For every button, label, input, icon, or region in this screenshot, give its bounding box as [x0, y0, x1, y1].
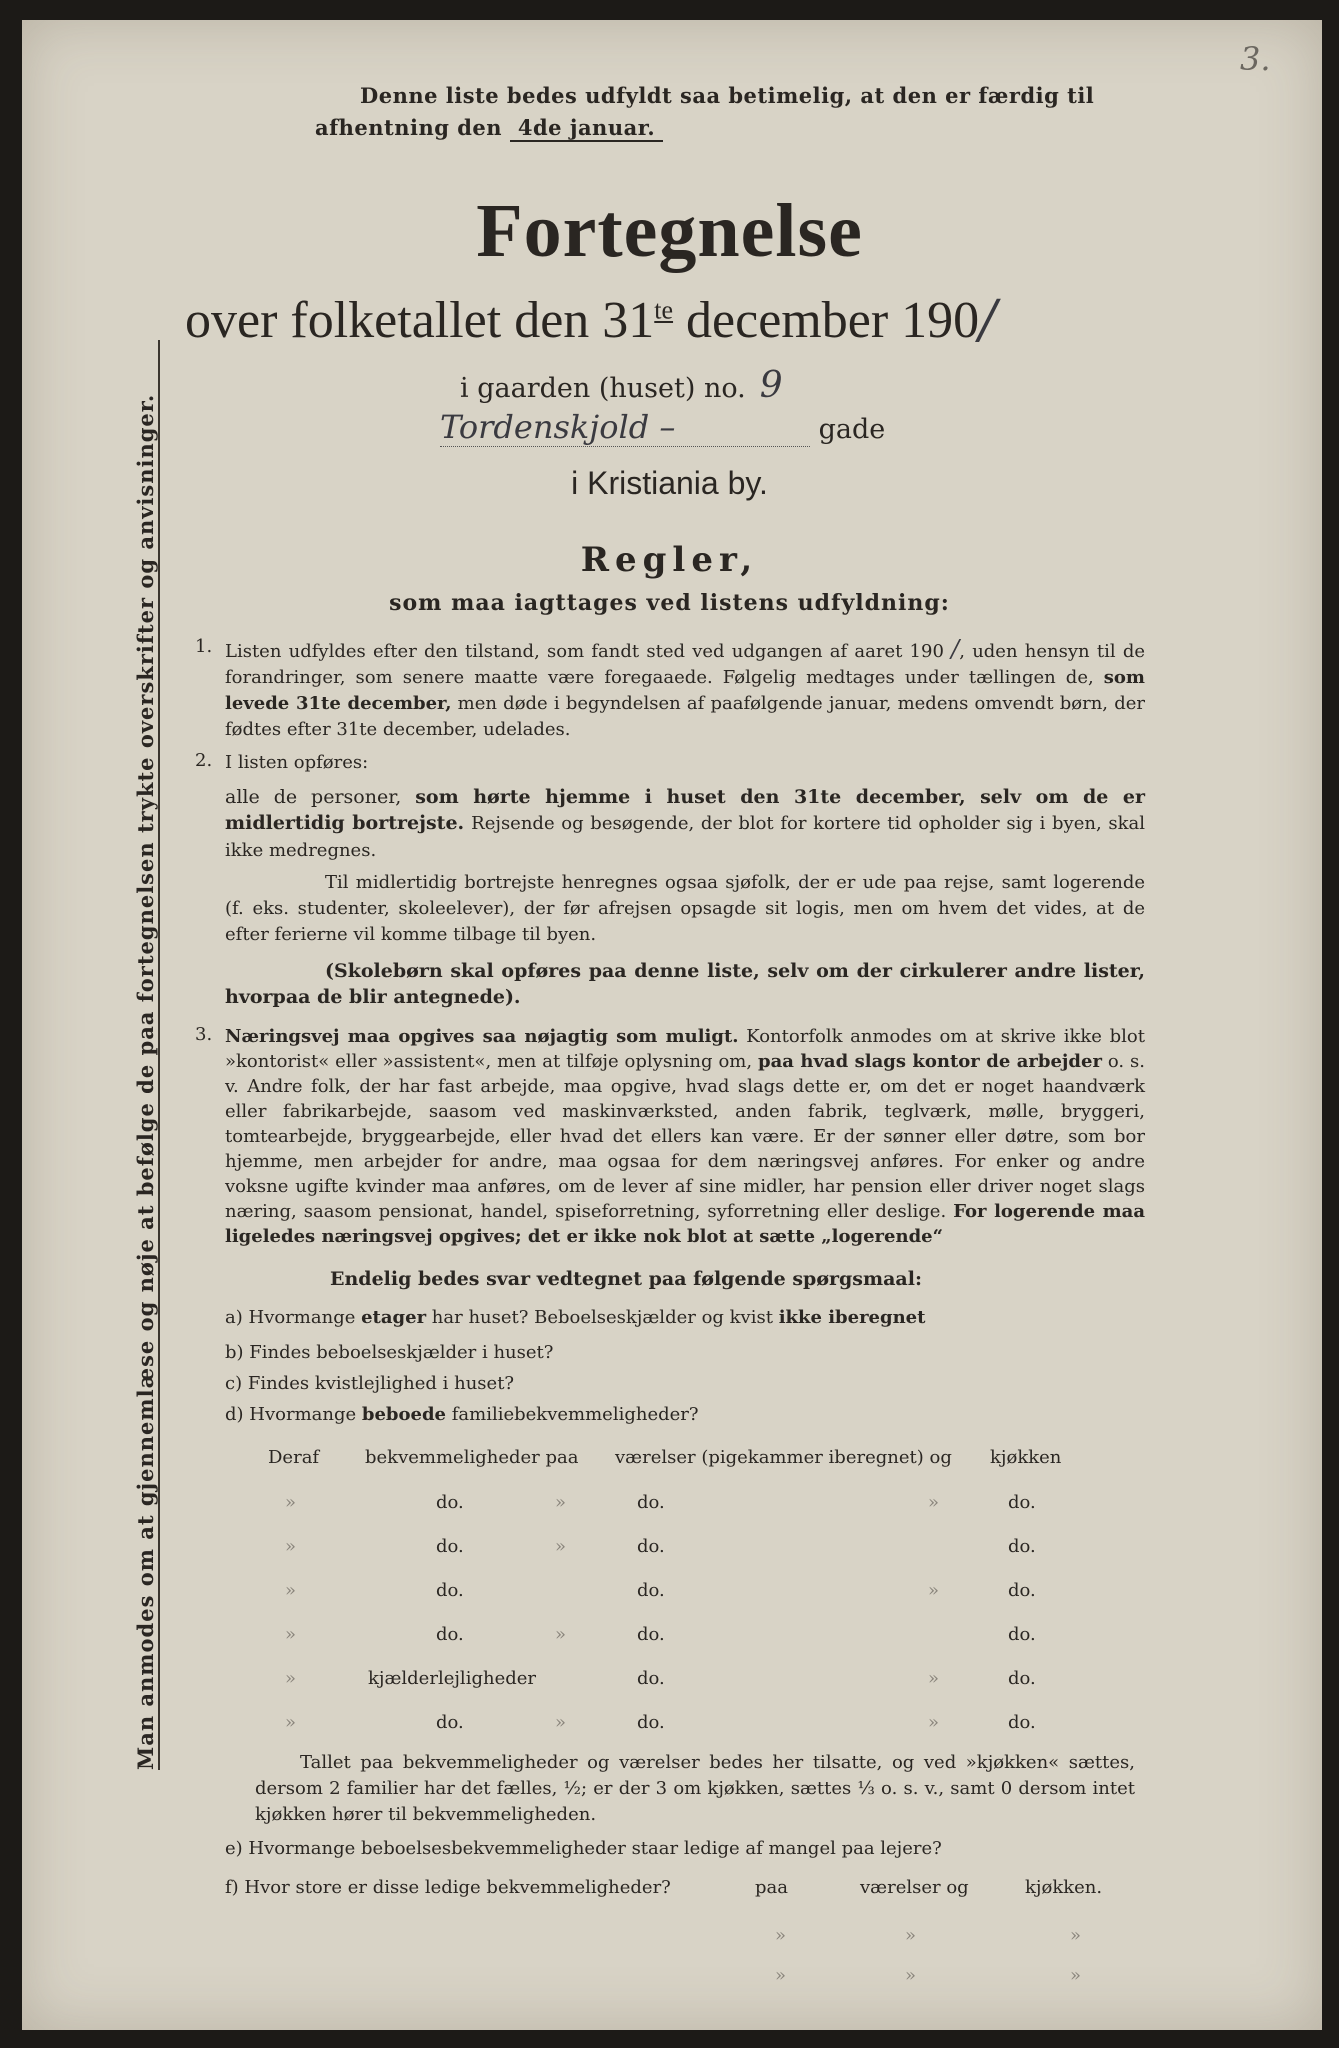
house-number-line: i gaarden (huset) no. 9 [460, 365, 783, 406]
ditto-mark: » [285, 1492, 297, 1513]
handwritten-house-number: 9 [759, 365, 783, 406]
table-cell: do. [436, 1580, 464, 1601]
notice-line-1: Denne liste bedes udfyldt saa betimelig, at den er færdig til [360, 83, 1095, 108]
rule-2-paragraph-3: (Skolebørn skal opføres paa denne liste, selv om der cirkulerer andre lister, hvorpaa de blir antegnede). [225, 960, 1145, 1008]
ditto-mark: » [928, 1580, 940, 1601]
table-cell: do. [436, 1536, 464, 1557]
question-a: a) Hvormange etager har huset? Beboelseskjælder og kvist ikke iberegnet [225, 1307, 926, 1328]
ditto-mark: » [285, 1536, 297, 1557]
ditto-mark: » [905, 1965, 917, 1986]
table-cell: do. [1008, 1624, 1036, 1645]
ditto-mark: » [285, 1668, 297, 1689]
ditto-mark: » [555, 1624, 567, 1645]
ditto-mark: » [555, 1712, 567, 1733]
city-line: i Kristiania by. [571, 465, 768, 501]
question-d: d) Hvormange beboede familiebekvemmeligheder? [225, 1404, 699, 1425]
rule-2-body: alle de personer, som hørte hjemme i huset den 31te december, selv om de er midlertidig bortrejste. Rejsende og besøgende, der blot for kortere tid opholder sig i byen, skal ikke medregnes. [225, 786, 1146, 861]
page-title: Fortegnelse [476, 189, 863, 273]
street-line: Tordenskjold – gade [440, 408, 886, 446]
table-cell: do. [637, 1580, 665, 1601]
ditto-mark: » [928, 1668, 940, 1689]
rule-3-number: 3. [195, 1024, 213, 1045]
table-cell: do. [1008, 1668, 1036, 1689]
table-cell: do. [1008, 1580, 1036, 1601]
table-header-vaer: værelser (pigekammer iberegnet) og [615, 1447, 952, 1468]
page-subtitle: over folketallet den $31^{te}$ december 190/ [185, 290, 997, 350]
ditto-mark: » [555, 1492, 567, 1513]
table-header-bekv: bekvemmeligheder paa [365, 1447, 579, 1468]
ditto-mark: » [285, 1580, 297, 1601]
table-cell: do. [637, 1492, 665, 1513]
question-e: e) Hvormange beboelsesbekvemmeligheder staar ledige af mangel paa lejere? [225, 1838, 942, 1859]
ditto-mark: » [555, 1536, 567, 1557]
table-cell: do. [637, 1624, 665, 1645]
ditto-mark: » [285, 1624, 297, 1645]
rule-3: Næringsvej maa opgives saa nøjagtig som muligt. Kontorfolk anmodes om at skrive ikke blot »kontorist« eller »assistent«, men at tilføje oplysning om, paa hvad slags kontor de arbejder o. s. v. Andre folk, der har fast arbejde, maa opgive, hvad slags dette er, om det er noget haandværk eller fabrikarbejde, saasom ved maskinværksted, anden fabrik, teglværk, mølle, bryggeri, tomtearbejde, bryggearbejde, eller hvad det ellers kan være. Er der sønner eller døtre, som bor hjemme, men arbejder for andre, maa ogsaa for dem næringsvej anføres. For enker og andre voksne ugifte kvinder maa anføres, om de lever af sine midler, har pension eller driver noget slags næring, saasom pensionat, handel, spiseforretning, syforretning eller deslige. For logerende maa ligeledes næringsvej opgives; det er ikke nok blot at sætte „logerende“ [225, 1026, 1145, 1247]
questions-intro: Endelig bedes svar vedtegnet paa følgende spørgsmaal: [330, 1268, 922, 1290]
table-cell: do. [436, 1492, 464, 1513]
ditto-mark: » [285, 1712, 297, 1733]
page-number: 3. [1240, 40, 1271, 78]
table-cell: do. [1008, 1536, 1036, 1557]
table-cell: do. [637, 1712, 665, 1733]
table-cell: do. [436, 1624, 464, 1645]
ditto-mark: » [928, 1712, 940, 1733]
table-cell: do. [1008, 1712, 1036, 1733]
ditto-mark: » [928, 1492, 940, 1513]
deadline-date: 4de januar. [510, 115, 663, 142]
table-header-kjokken: kjøkken [990, 1447, 1062, 1468]
notice-line-2: afhentning den 4de januar. [315, 112, 1094, 144]
table-cell: do. [637, 1668, 665, 1689]
table-header-deraf: Deraf [268, 1447, 320, 1468]
ditto-mark: » [905, 1925, 917, 1946]
question-f: f) Hvor store er disse ledige bekvemmeligheder? paa værelser og kjøkken. [225, 1877, 1103, 1898]
table-cell: do. [1008, 1492, 1036, 1513]
ditto-mark: » [1070, 1925, 1082, 1946]
vertical-instruction: Man anmodes om at gjennemlæse og nøje at befølge de paa fortegnelsen trykte overskrifter og anvisninger. [133, 393, 158, 1770]
deadline-notice [315, 80, 1095, 144]
question-b: b) Findes beboelseskjælder i huset? [225, 1342, 554, 1363]
handwritten-street-name: Tordenskjold – [440, 408, 810, 447]
table-cell: do. [436, 1712, 464, 1733]
table-cell: kjælderlejligheder [368, 1668, 536, 1689]
rule-2-number: 2. [195, 750, 213, 771]
kitchen-note: Tallet paa bekvemmeligheder og værelser bedes her tilsatte, og ved »kjøkken« sættes, dersom 2 familier har det fælles, ½; er der 3 om kjøkken, sættes ⅓ o. s. v., samt 0 dersom intet kjøkken hører til bekvemmeligheden. [255, 1752, 1135, 1825]
ditto-mark: » [775, 1925, 787, 1946]
rules-subheading: som maa iagttages ved listens udfyldning: [389, 590, 950, 616]
table-cell: do. [637, 1536, 665, 1557]
ditto-mark: » [775, 1965, 787, 1986]
handwritten-year: / [979, 290, 997, 350]
ditto-mark: » [1070, 1965, 1082, 1986]
rule-1-number: 1. [195, 636, 213, 657]
rule-1: Listen udfyldes efter den tilstand, som fandt sted ved udgangen af aaret 190 /, uden hensyn til de forandringer, som senere maatte være foregaaede. Følgelig medtages under tællingen de, som levede 31te december, men døde i begyndelsen af paafølgende januar, medens omvendt børn, der fødtes efter 31te december, udelades. [225, 635, 1145, 740]
rule-2-paragraph-2: Til midlertidig bortrejste henregnes ogsaa sjøfolk, der er ude paa rejse, samt logerende (f. eks. studenter, skoleelever), der før afrejsen opsagde sit logis, men om hvem det vides, at de efter ferierne vil komme tilbage til byen. [225, 872, 1145, 945]
rules-heading: Regler, [580, 540, 759, 580]
question-c: c) Findes kvistlejlighed i huset? [225, 1373, 515, 1394]
rule-2-head: I listen opføres: [225, 752, 369, 773]
